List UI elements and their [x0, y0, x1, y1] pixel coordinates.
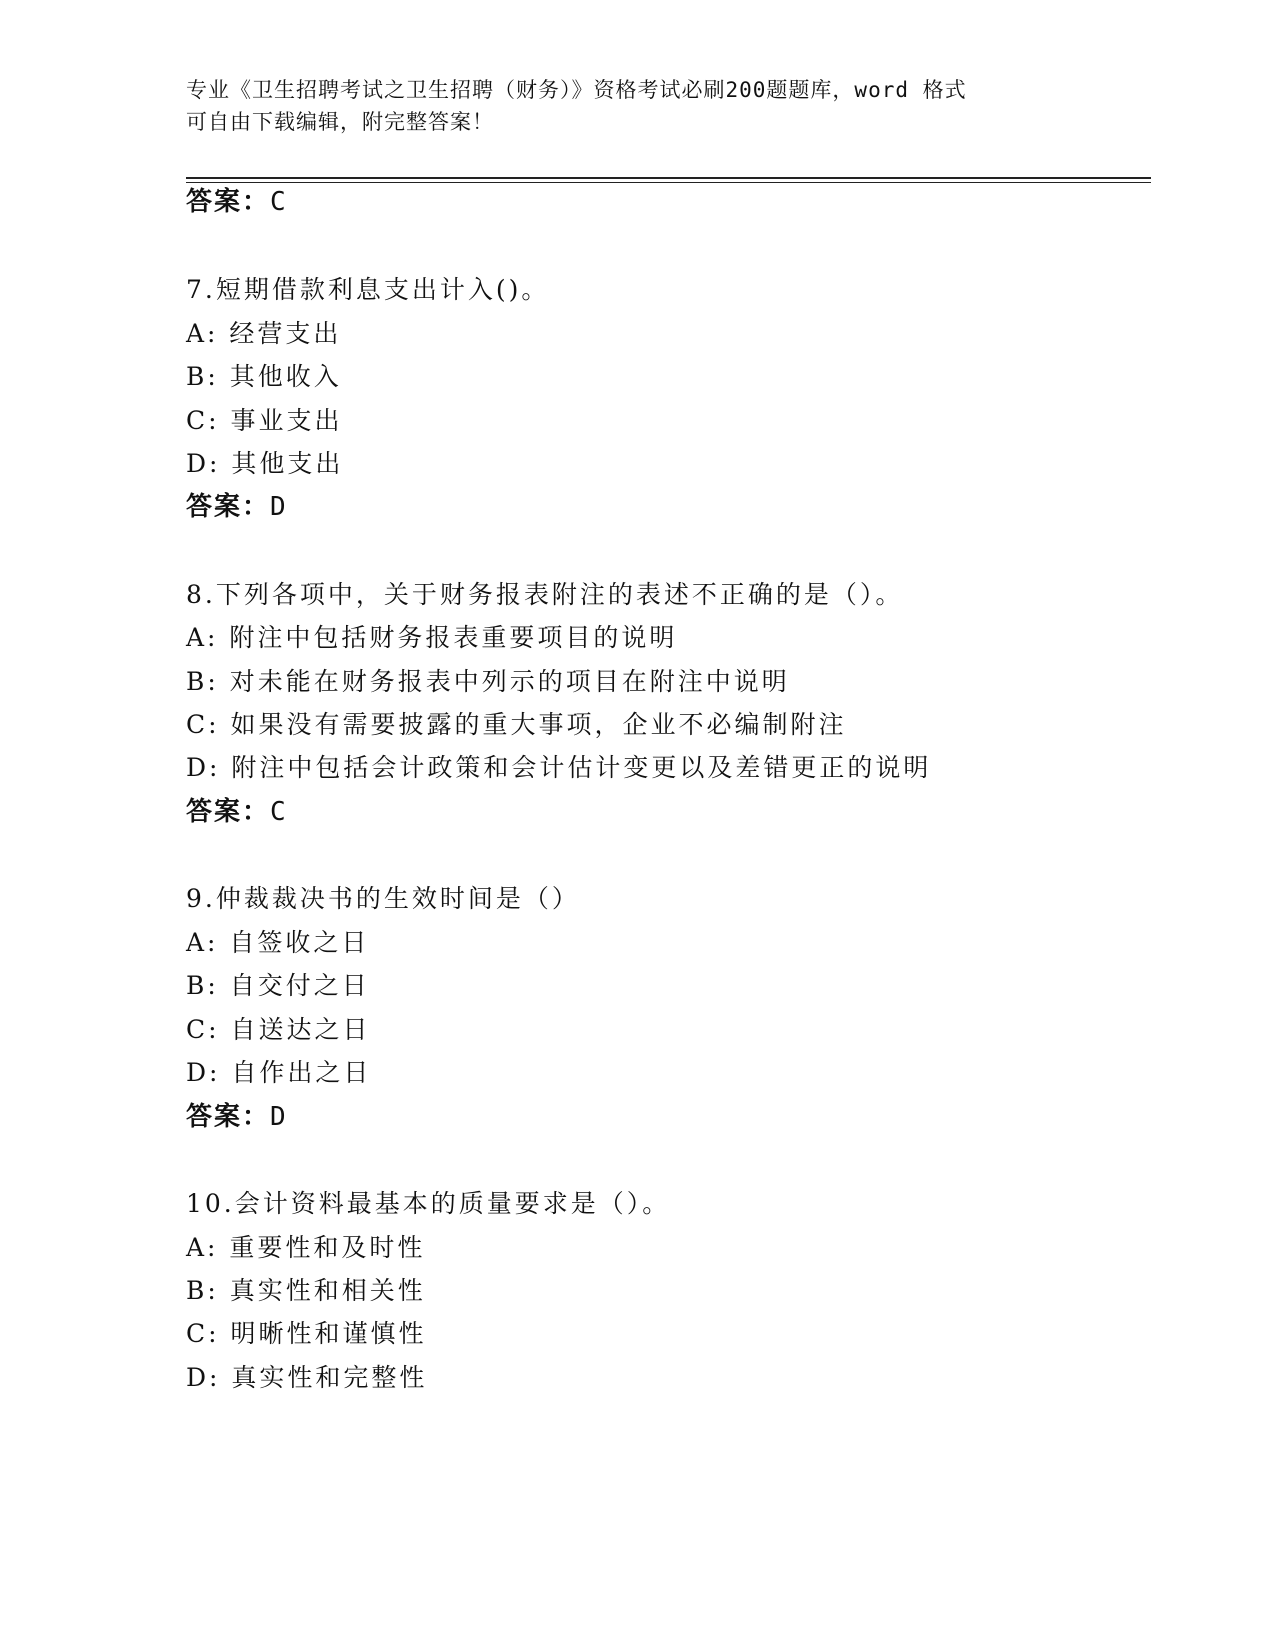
question-stem: 7.短期借款利息支出计入()。 — [186, 275, 550, 304]
option-b: B: 对未能在财务报表中列示的项目在附注中说明 — [186, 667, 790, 696]
question-stem: 8.下列各项中，关于财务报表附注的表述不正确的是（）。 — [186, 580, 904, 609]
option-a: A: 自签收之日 — [186, 928, 370, 957]
answer-value: D — [270, 1102, 288, 1132]
option-d: D: 自作出之日 — [186, 1058, 372, 1087]
answer-line — [186, 491, 288, 523]
option-a: A: 经营支出 — [186, 319, 342, 348]
header-divider-thin — [186, 182, 1151, 183]
answer-label: 答案： — [186, 797, 271, 827]
answer-value: D — [270, 492, 288, 522]
option-c: C: 事业支出 — [186, 406, 343, 435]
document-header — [186, 74, 967, 138]
header-line-2: 可自由下载编辑，附完整答案！ — [186, 110, 494, 134]
option-b: B: 自交付之日 — [186, 971, 370, 1000]
option-b: B: 真实性和相关性 — [186, 1276, 426, 1305]
header-divider — [186, 177, 1151, 179]
answer-line — [186, 796, 288, 828]
answer-line — [186, 186, 288, 218]
option-b: B: 其他收入 — [186, 362, 342, 391]
option-c: C: 如果没有需要披露的重大事项，企业不必编制附注 — [186, 710, 847, 739]
option-d: D: 附注中包括会计政策和会计估计变更以及差错更正的说明 — [186, 753, 932, 782]
question-stem: 9.仲裁裁决书的生效时间是（） — [186, 884, 580, 913]
option-d: D: 其他支出 — [186, 449, 344, 478]
answer-line — [186, 1101, 288, 1133]
question-stem: 10.会计资料最基本的质量要求是（）。 — [186, 1189, 671, 1218]
option-c: C: 自送达之日 — [186, 1015, 371, 1044]
option-a: A: 附注中包括财务报表重要项目的说明 — [186, 623, 678, 652]
header-line-1: 专业《卫生招聘考试之卫生招聘（财务）》资格考试必刷200题题库，word 格式 — [186, 78, 967, 102]
option-a: A: 重要性和及时性 — [186, 1233, 426, 1262]
answer-label: 答案： — [186, 492, 271, 522]
answer-value: C — [270, 187, 288, 217]
answer-label: 答案： — [186, 187, 271, 217]
option-c: C: 明晰性和谨慎性 — [186, 1319, 427, 1348]
option-d: D: 真实性和完整性 — [186, 1363, 428, 1392]
answer-value: C — [270, 797, 288, 827]
answer-label: 答案： — [186, 1102, 271, 1132]
